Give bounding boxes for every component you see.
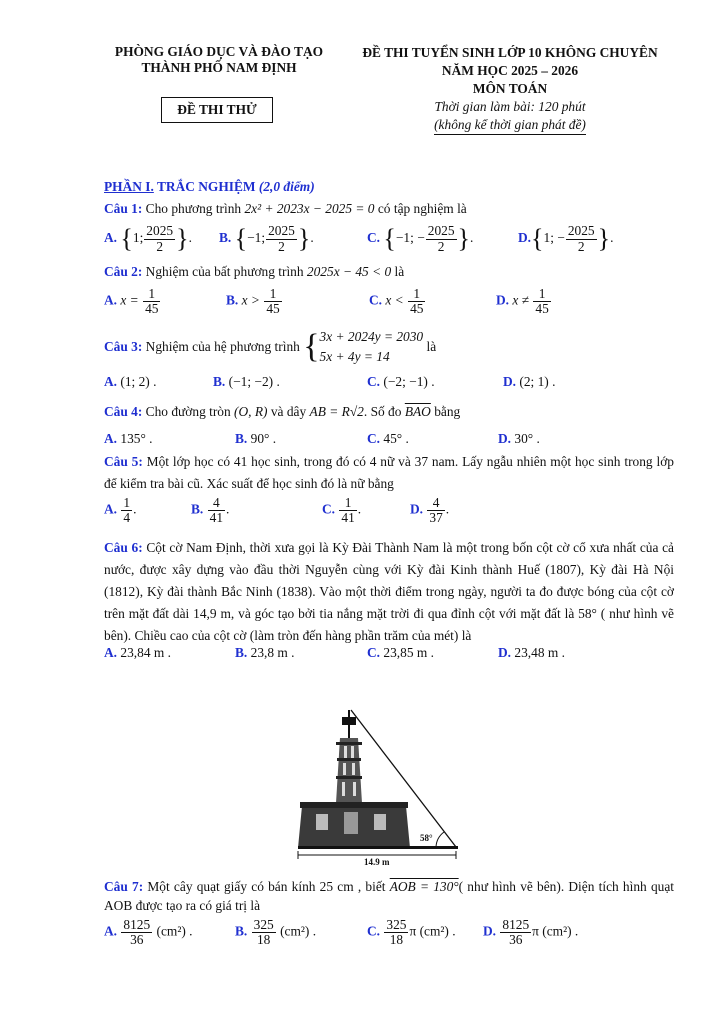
section-name: TRẮC NGHIỆM xyxy=(153,179,259,194)
q4-option-d[interactable]: D. 30° . xyxy=(498,431,540,446)
section-title xyxy=(104,179,315,195)
header-right-line3: MÔN TOÁN xyxy=(472,81,548,96)
q5-option-c[interactable]: C. $\frac{1}{41}$ . xyxy=(322,495,362,526)
section-points: (2,0 điểm) xyxy=(258,179,315,194)
section-number: PHẦN I. xyxy=(104,179,154,194)
q5-stem: Câu 5: Một lớp học có 41 học sinh, trong đó có 4 nữ và 37 nam. Lấy ngẫu nhiên một học sinh trong lớp để kiểm tra bài cũ. Xác suất để học sinh đó là nữ bằng xyxy=(104,454,674,491)
angle-label: 58° xyxy=(420,833,433,843)
q3-option-c[interactable]: C. (−2; −1) . xyxy=(367,374,435,389)
q1-option-d[interactable]: D.{1; − $\frac{2025}{2}$ }. xyxy=(518,223,614,254)
q1-stem: Câu 1: Cho phương trình 2x² + 2023x − 2025 = 0 có tập nghiệm là xyxy=(104,201,467,216)
q7-stem: Câu 7: Một cây quạt giấy có bán kính 25 cm , biết AOB = 130°( như hình vẽ bên). Diện tích hình quạt AOB được tạo ra có giá trị là xyxy=(104,879,674,913)
header-time: Thời gian làm bài: 120 phút xyxy=(434,99,586,114)
q6-option-a[interactable]: A. 23,84 m . xyxy=(104,645,171,660)
trial-badge: ĐỀ THI THỬ xyxy=(161,97,273,123)
q2-option-c[interactable]: C. x < $\frac{1}{45}$ xyxy=(369,286,424,317)
header-time-note: (không kể thời gian phát đề) xyxy=(434,116,586,135)
q1-option-c[interactable]: C. {−1; − $\frac{2025}{2}$ }. xyxy=(367,223,474,254)
q5-option-a[interactable]: A. $\frac{1}{4}$ . xyxy=(104,495,137,526)
tower-body xyxy=(336,738,362,803)
q1-option-a[interactable]: A. {1; $\frac{2025}{2}$ }. xyxy=(104,223,192,254)
q2-option-d[interactable]: D. x ≠ $\frac{1}{45}$ xyxy=(496,286,549,317)
q3-stem: Câu 3: Nghiệm của hệ phương trình { 3x + 2024y = 2030 5x + 4y = 14 là xyxy=(104,328,437,365)
q4-option-b[interactable]: B. 90° . xyxy=(235,431,277,446)
q4-stem: Câu 4: Cho đường tròn (O, R) và dây AB = R√2. Số đo $\overline{BAO}$ bằng xyxy=(104,404,461,419)
q3-option-d[interactable]: D. (2; 1) . xyxy=(503,374,556,389)
q2-option-b[interactable]: B. x > $\frac{1}{45}$ xyxy=(226,286,280,317)
header-left-line2: THÀNH PHỐ NAM ĐỊNH xyxy=(141,60,297,75)
header-dept xyxy=(96,44,342,76)
header-right-line1: ĐỀ THI TUYỂN SINH LỚP 10 KHÔNG CHUYÊN xyxy=(362,45,658,60)
q3-option-a[interactable]: A. (1; 2) . xyxy=(104,374,157,389)
q7-option-c[interactable]: C. $\frac{325}{18}$ π (cm²) . xyxy=(367,917,456,948)
q7-option-b[interactable]: B. $\frac{325}{18}$ (cm²) . xyxy=(235,917,317,948)
q2-stem: Câu 2: Nghiệm của bất phương trình 2025x − 45 < 0 là xyxy=(104,264,405,279)
q2-option-a[interactable]: A. x = $\frac{1}{45}$ xyxy=(104,286,159,317)
q3-option-b[interactable]: B. (−1; −2) . xyxy=(213,374,280,389)
q7-option-a[interactable]: A. $\frac{8125}{36}$ (cm²) . xyxy=(104,917,193,948)
flag xyxy=(342,717,356,725)
header-right-line2: NĂM HỌC 2025 – 2026 xyxy=(441,63,579,78)
q4-option-a[interactable]: A. 135° . xyxy=(104,431,153,446)
q6-option-b[interactable]: B. 23,8 m . xyxy=(235,645,295,660)
flag-tower-figure xyxy=(296,688,461,866)
q6-option-d[interactable]: D. 23,48 m . xyxy=(498,645,565,660)
shadow-length-label: 14.9 m xyxy=(364,857,390,866)
header-left-line1: PHÒNG GIÁO DỤC VÀ ĐÀO TẠO xyxy=(114,44,324,59)
q1-option-b[interactable]: B. {−1; $\frac{2025}{2}$ }. xyxy=(219,223,314,254)
q5-option-d[interactable]: D. $\frac{4}{37}$ . xyxy=(410,495,450,526)
q6-option-c[interactable]: C. 23,85 m . xyxy=(367,645,434,660)
q5-option-b[interactable]: B. $\frac{4}{41}$ . xyxy=(191,495,230,526)
q4-option-c[interactable]: C. 45° . xyxy=(367,431,409,446)
q7-option-d[interactable]: D. $\frac{8125}{36}$ π (cm²) . xyxy=(483,917,579,948)
header-exam xyxy=(345,44,675,135)
q6-stem: Câu 6: Cột cờ Nam Định, thời xưa gọi là Kỳ Đài Thành Nam là một trong bốn cột cờ cổ xưa nhất của cả nước, được xây dựng vào đầu thời Nguyễn cùng với Kỳ đài Kinh thành Huế (1807), Kỳ đài Hà Nội (1812), Kỳ đài thành Bắc Ninh (1838). Vào một thời điểm trong ngày, người ta đo được bóng của cột cờ trên mặt đất dài 14,9 m, và góc tạo bởi tia nắng mặt trời đi qua đỉnh cột với mặt đất là 58° ( như hình vẽ bên). Chiều cao của cột cờ (làm tròn đến hàng phần trăm của mét) là xyxy=(104,540,674,643)
